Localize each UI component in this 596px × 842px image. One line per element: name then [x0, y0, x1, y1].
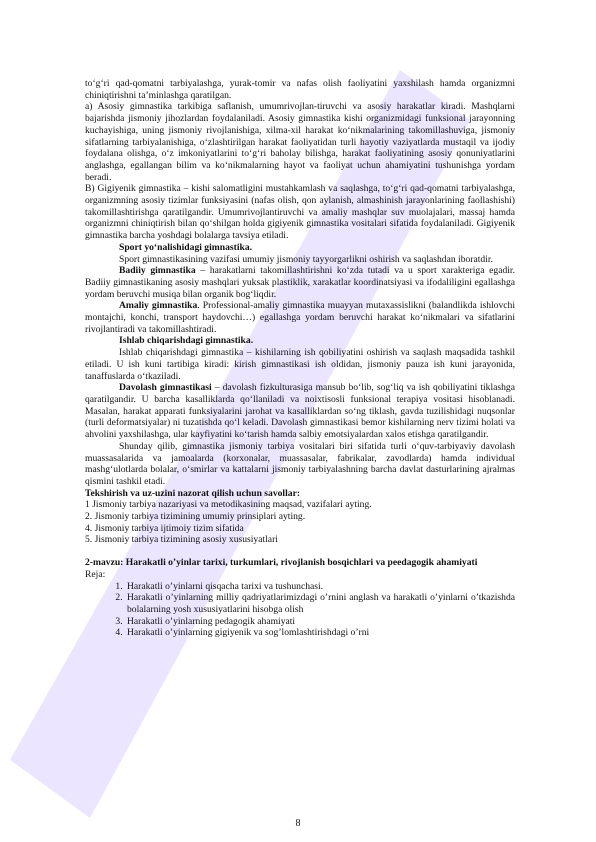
paragraph-sport-gymnastics: Sport gimnastikasining vazifasi umumiy jismoniy tayyorgarlikni oshirish va saqlashdan iboratdir.: [119, 253, 493, 265]
plan-item: 2. Harakatli o’yinlarning milliy qadriyatlarimizdagi o’rnini anglash va harakatli o’yinlarni o’tkazishda bolalarning yosh xususiyatlarini hisobga olish: [125, 592, 515, 615]
questions-heading: Tekshirish va uz-uzini nazorat qilish uchun savollar:: [85, 487, 301, 499]
text-artistic-gymnastics: – harakatlarni takomillashtirishni ko‘zda tutadi va u sport xarakteriga egadir. Badiiy gimnastikaning asosiy mashqlari yuksak plastiklik, xarakatlar koordinatsiyasi va ifodaliligini egallashga yordam beruvchi musiqa bilan organik bog‘liqdir.: [85, 265, 515, 300]
paragraph-applied-gymnastics: [85, 300, 515, 335]
paragraph-conclusion: Shunday qilib, gimnastika jismoniy tarbiya vositalari biri sifatida turli o‘quv-tarbiyaviy davolash muassasalarida va jamoalarda (korxonalar, muassasalar, fabrikalar, zavodlarda) hamda individual mashg‘ulotlarda bolalar, o‘smirlar va kattalarni jismoniy tarbiyalashning barcha davlat dasturlarining ajralmas qismini tashkil etadi.: [85, 440, 515, 487]
heading-sport-gymnastics: Sport yo‘nalishidagi gimnastika.: [119, 241, 253, 253]
plan-item: 3. Harakatli o’yinlarning pedagogik ahamiyati: [125, 616, 515, 628]
heading-industrial-gymnastics: Ishlab chiqarishdagi gimnastika.: [119, 335, 254, 347]
term-therapeutic-gymnastics: Davolash gimnastikasi: [119, 382, 212, 394]
paragraph-artistic-gymnastics: [85, 265, 515, 300]
plan-item: 4. Harakatli o’yinlarning gigiyenik va sog’lomlashtirishdagi o’rni: [125, 627, 515, 639]
term-artistic-gymnastics: Badiiy gimnastika: [119, 265, 196, 277]
question-item: 4. Jismoniy tarbiya ijtimoiy tizim sifatida: [85, 522, 244, 534]
term-applied-gymnastics: Amaliy gimnastika: [119, 300, 198, 312]
question-item: 1 Jismoniy tarbiya nazariyasi va metodikasining maqsad, vazifalari ayting.: [85, 499, 372, 511]
plan-list: [85, 581, 515, 640]
paragraph-basic-gymnastics: a) Asosiy gimnastika tarkibiga saflanish, umumrivojlan-tiruvchi va asosiy harakatlar kiradi. Mashqlarni bajarishda jismoniy jihozlardan foydalaniladi. Asosiy gimnastika kishi organizmidagi funksional jarayonning kuchayishiga, uning jismoniy rivojlanishiga, xilma-xil harakat ko‘nikmalarining takomillashuviga, jismoniy sifatlarning tarbiyalanishiga, o‘zlashtirilgan harakat faoliyatidan turli hayotiy vaziyatlarda mustaqil va ijodiy foydalana olishga, o‘z imkoniyatlarini to‘g‘ri baholay bilishga, harakat faoliyatining asosiy qonuniyatlarini anglashga, egallangan bilim va ko‘nikmalarning hayot va faoliyat uchun ahamiyatini tushunishga yordam beradi.: [85, 101, 515, 183]
plan-item: 1. Harakatli o’yinlarni qisqacha tarixi va tushunchasi.: [125, 581, 515, 593]
paragraph-intro-continuation: to‘g‘ri qad-qomatni tarbiyalashga, yurak-tomir va nafas olish faoliyatini yaxshilash hamda organizmni chiniqtirishni ta’minlashga qaratilgan.: [85, 78, 515, 101]
document-body: [85, 78, 515, 639]
paragraph-therapeutic-gymnastics: [85, 382, 515, 441]
paragraph-industrial-gymnastics: Ishlab chiqarishdagi gimnastika – kishilarning ish qobiliyatini oshirish va saqlash maqsadida tashkil etiladi. U ish kuni tartibiga kiradi: kirish gimnastikasi ish oldidan, jismoniy pauza ish kuni jarayonida, tanaffuslarda o‘tkaziladi.: [85, 347, 515, 382]
text-applied-gymnastics: . Professional-amaliy gimnastika muayyan mutaxassislikni (balandlikda ishlovchi montajchi, konchi, transport haydovchi…) egallashga yordam beruvchi harakat ko‘nikmalari va sifatlarini rivojlantiradi va takomillashtiradi.: [85, 300, 515, 335]
text-therapeutic-gymnastics: – davolash fizkulturasiga mansub bo‘lib, sog‘liq va ish qobiliyatini tiklashga qaratilgandir. U barcha kasalliklarda qo‘llaniladi va noixtisosli funksional terapiya vositasi hisoblanadi. Masalan, harakat apparati funksiyalarini jarohat va kasalliklardan so‘ng tiklash, gavda tuzilishidagi nuqsonlar (turli deformatsiyalar) ni tuzatishda qo‘l keladi. Davolash gimnastikasi bemor kishilarning nerv tizimi holati va ahvolini yaxshilashga, ular kayfiyatini ko‘tarish hamda salbiy emotsiyalardan xalos etishga qaratilgandir.: [85, 382, 515, 441]
topic-title: 2-mavzu: Harakatli o’yinlar tarixi, turkumlari, rivojlanish bosqichlari va peedagogik ahamiyati: [85, 557, 478, 569]
page-number: 8: [295, 818, 301, 829]
question-item: 5. Jismoniy tarbiya tizimining asosiy xususiyatlari: [85, 534, 278, 546]
paragraph-hygienic-gymnastics: B) Gigiyenik gimnastika – kishi salomatligini mustahkamlash va saqlashga, to‘g‘ri qad-qomatni tarbiyalashga, organizmning asosiy tizimlar funksiyasini (nafas olish, qon aylanish, almashinish jarayonlarining faollashishi) takomillashtirishga qaratilgandir. Umumrivojlantiruvchi va amaliy mashqlar suv muolajalari, massaj hamda organizmni chiniqtirish bilan qo‘shilgan holda gigiyenik gimnastika vositalari sifatida foydalaniladi. Gigiyenik gimnastika barcha yoshdagi bolalarga tavsiya etiladi.: [85, 183, 515, 242]
spacer: [85, 546, 515, 557]
question-item: 2. Jismoniy tarbiya tizimining umumiy prinsiplari ayting.: [85, 511, 306, 523]
plan-label: Reja:: [85, 568, 106, 580]
